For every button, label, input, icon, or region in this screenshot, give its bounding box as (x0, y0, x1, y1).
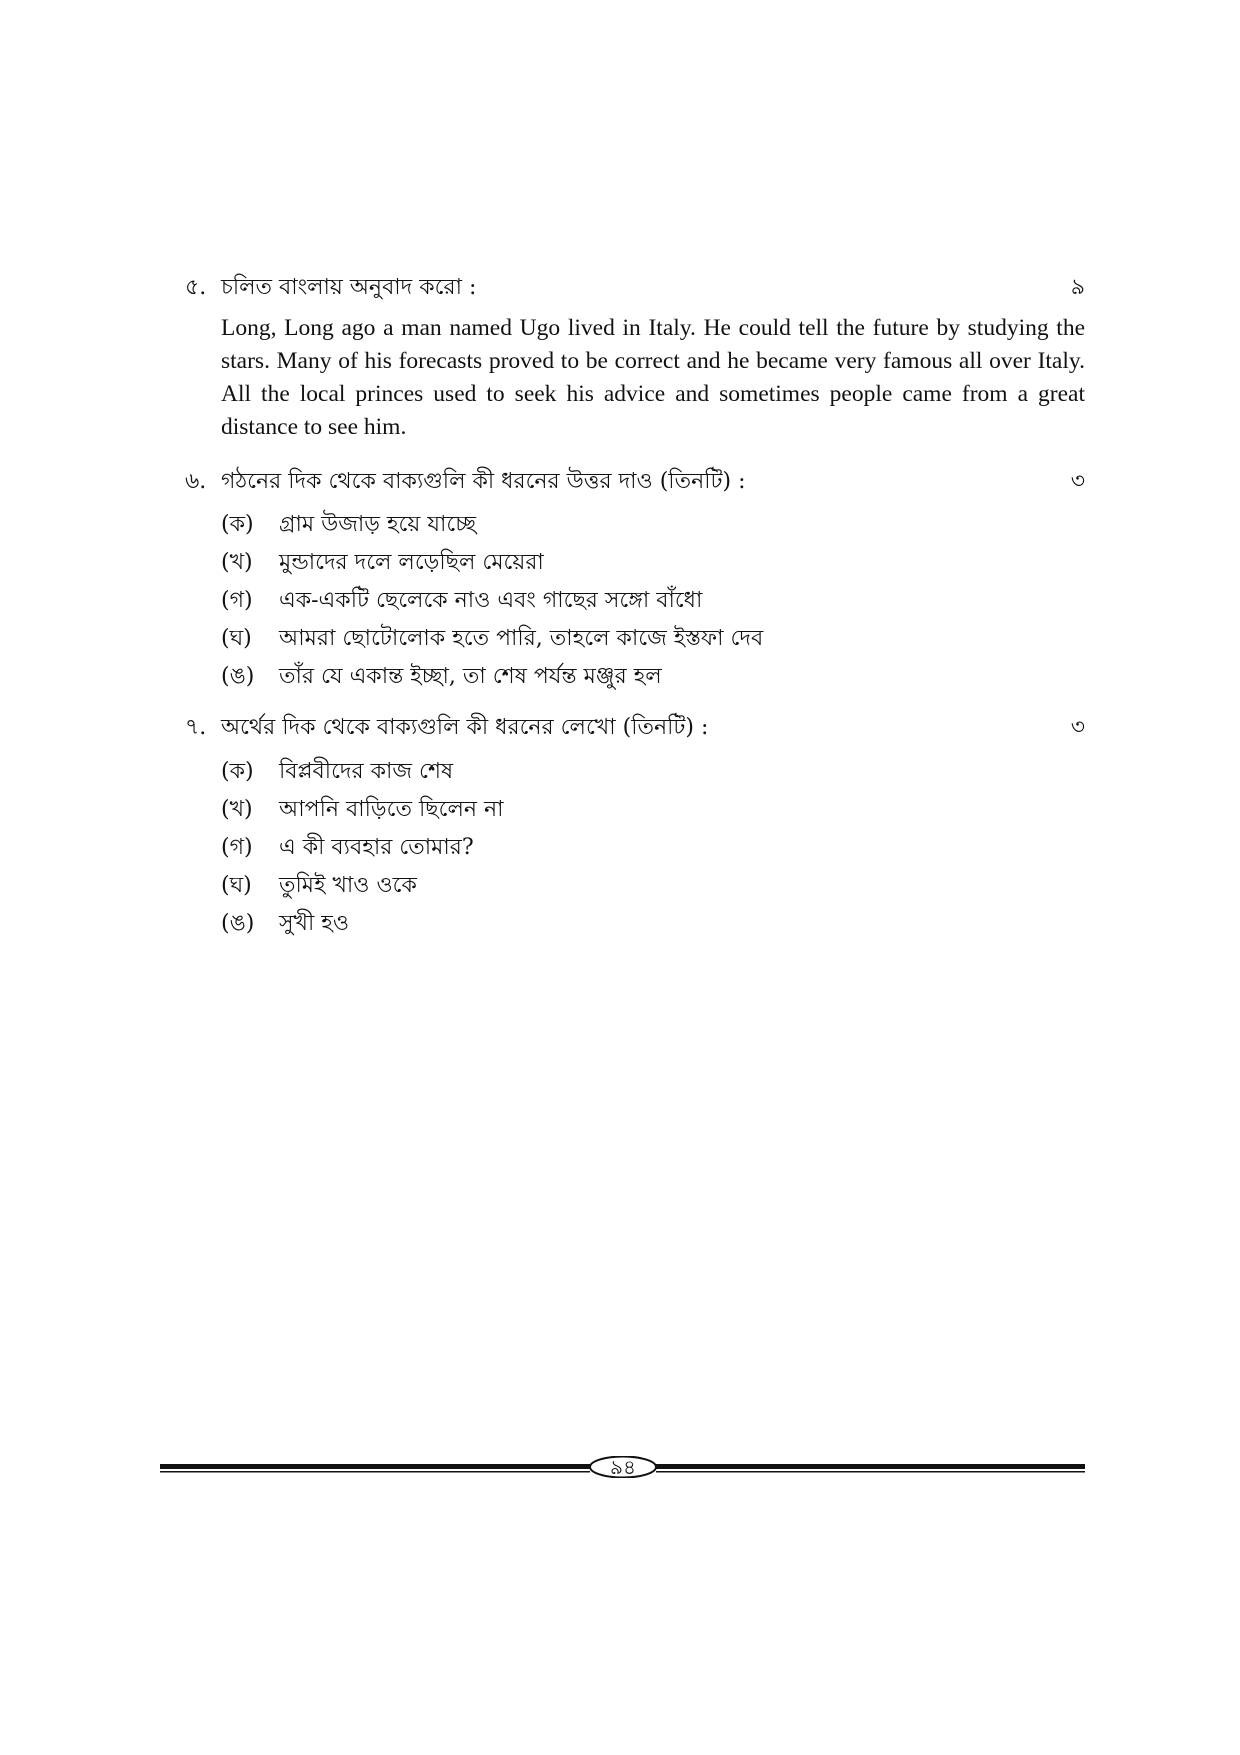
item-text: আপনি বাড়িতে ছিলেন না (279, 797, 504, 822)
question-marks: ৩ (1070, 715, 1085, 740)
item-label: (ঘ) (221, 626, 252, 651)
item-label: (ক) (221, 759, 254, 784)
list-item (221, 544, 763, 582)
list-item (221, 582, 763, 620)
item-text: এ কী ব্যবহার তোমার? (279, 835, 474, 860)
page-number: ৯৪ (610, 1455, 636, 1479)
question-marks: ৩ (1070, 469, 1085, 494)
question-number: ৫. (185, 275, 207, 300)
question-7-header (185, 712, 1085, 744)
item-text: আমরা ছোটোলোক হতে পারি, তাহলে কাজে ইস্তফা দেব (279, 626, 764, 651)
list-item (221, 506, 763, 544)
question-prompt: অর্থের দিক থেকে বাক্যগুলি কী ধরনের লেখো (তিনটি) : (221, 715, 709, 740)
item-text: বিপ্লবীদের কাজ শেষ (279, 759, 454, 784)
list-item (221, 829, 503, 867)
translation-passage: Long, Long ago a man named Ugo lived in Italy. He could tell the future by studying the stars. Many of his forecasts proved to be correct and he became very famous all over Italy. All the local princes used to seek his advice and sometimes people came from a great distance to see him. (221, 315, 1085, 440)
question-6-items (221, 506, 763, 696)
list-item (221, 753, 503, 791)
question-5-header (185, 272, 1085, 304)
item-text: তাঁর যে একান্ত ইচ্ছা, তা শেষ পর্যন্ত মঞ্জুর হল (279, 664, 662, 689)
item-label: (খ) (221, 550, 253, 575)
list-item (221, 658, 763, 696)
item-label: (খ) (221, 797, 253, 822)
question-6-header (185, 466, 1085, 498)
item-text: তুমিই খাও ওকে (279, 873, 417, 898)
item-label: (ঙ) (221, 911, 255, 936)
list-item (221, 620, 763, 658)
question-7-items (221, 753, 503, 943)
list-item (221, 905, 503, 943)
question-number: ৭. (185, 715, 207, 740)
item-label: (গ) (221, 835, 253, 860)
item-label: (গ) (221, 588, 253, 613)
question-number: ৬. (185, 469, 207, 494)
item-text: সুখী হও (279, 911, 350, 936)
item-text: গ্রাম উজাড় হয়ে যাচ্ছে (279, 512, 477, 537)
question-prompt: গঠনের দিক থেকে বাক্যগুলি কী ধরনের উত্তর দাও (তিনটি) : (221, 469, 746, 494)
list-item (221, 867, 503, 905)
item-label: (ক) (221, 512, 254, 537)
item-label: (ঙ) (221, 664, 255, 689)
list-item (221, 791, 503, 829)
question-prompt: চলিত বাংলায় অনুবাদ করো : (221, 275, 477, 300)
item-text: মুন্ডাদের দলে লড়েছিল মেয়েরা (279, 550, 544, 575)
question-marks: ৯ (1070, 275, 1085, 300)
item-text: এক-একটি ছেলেকে নাও এবং গাছের সঙ্গো বাঁধো (279, 588, 703, 613)
item-label: (ঘ) (221, 873, 252, 898)
